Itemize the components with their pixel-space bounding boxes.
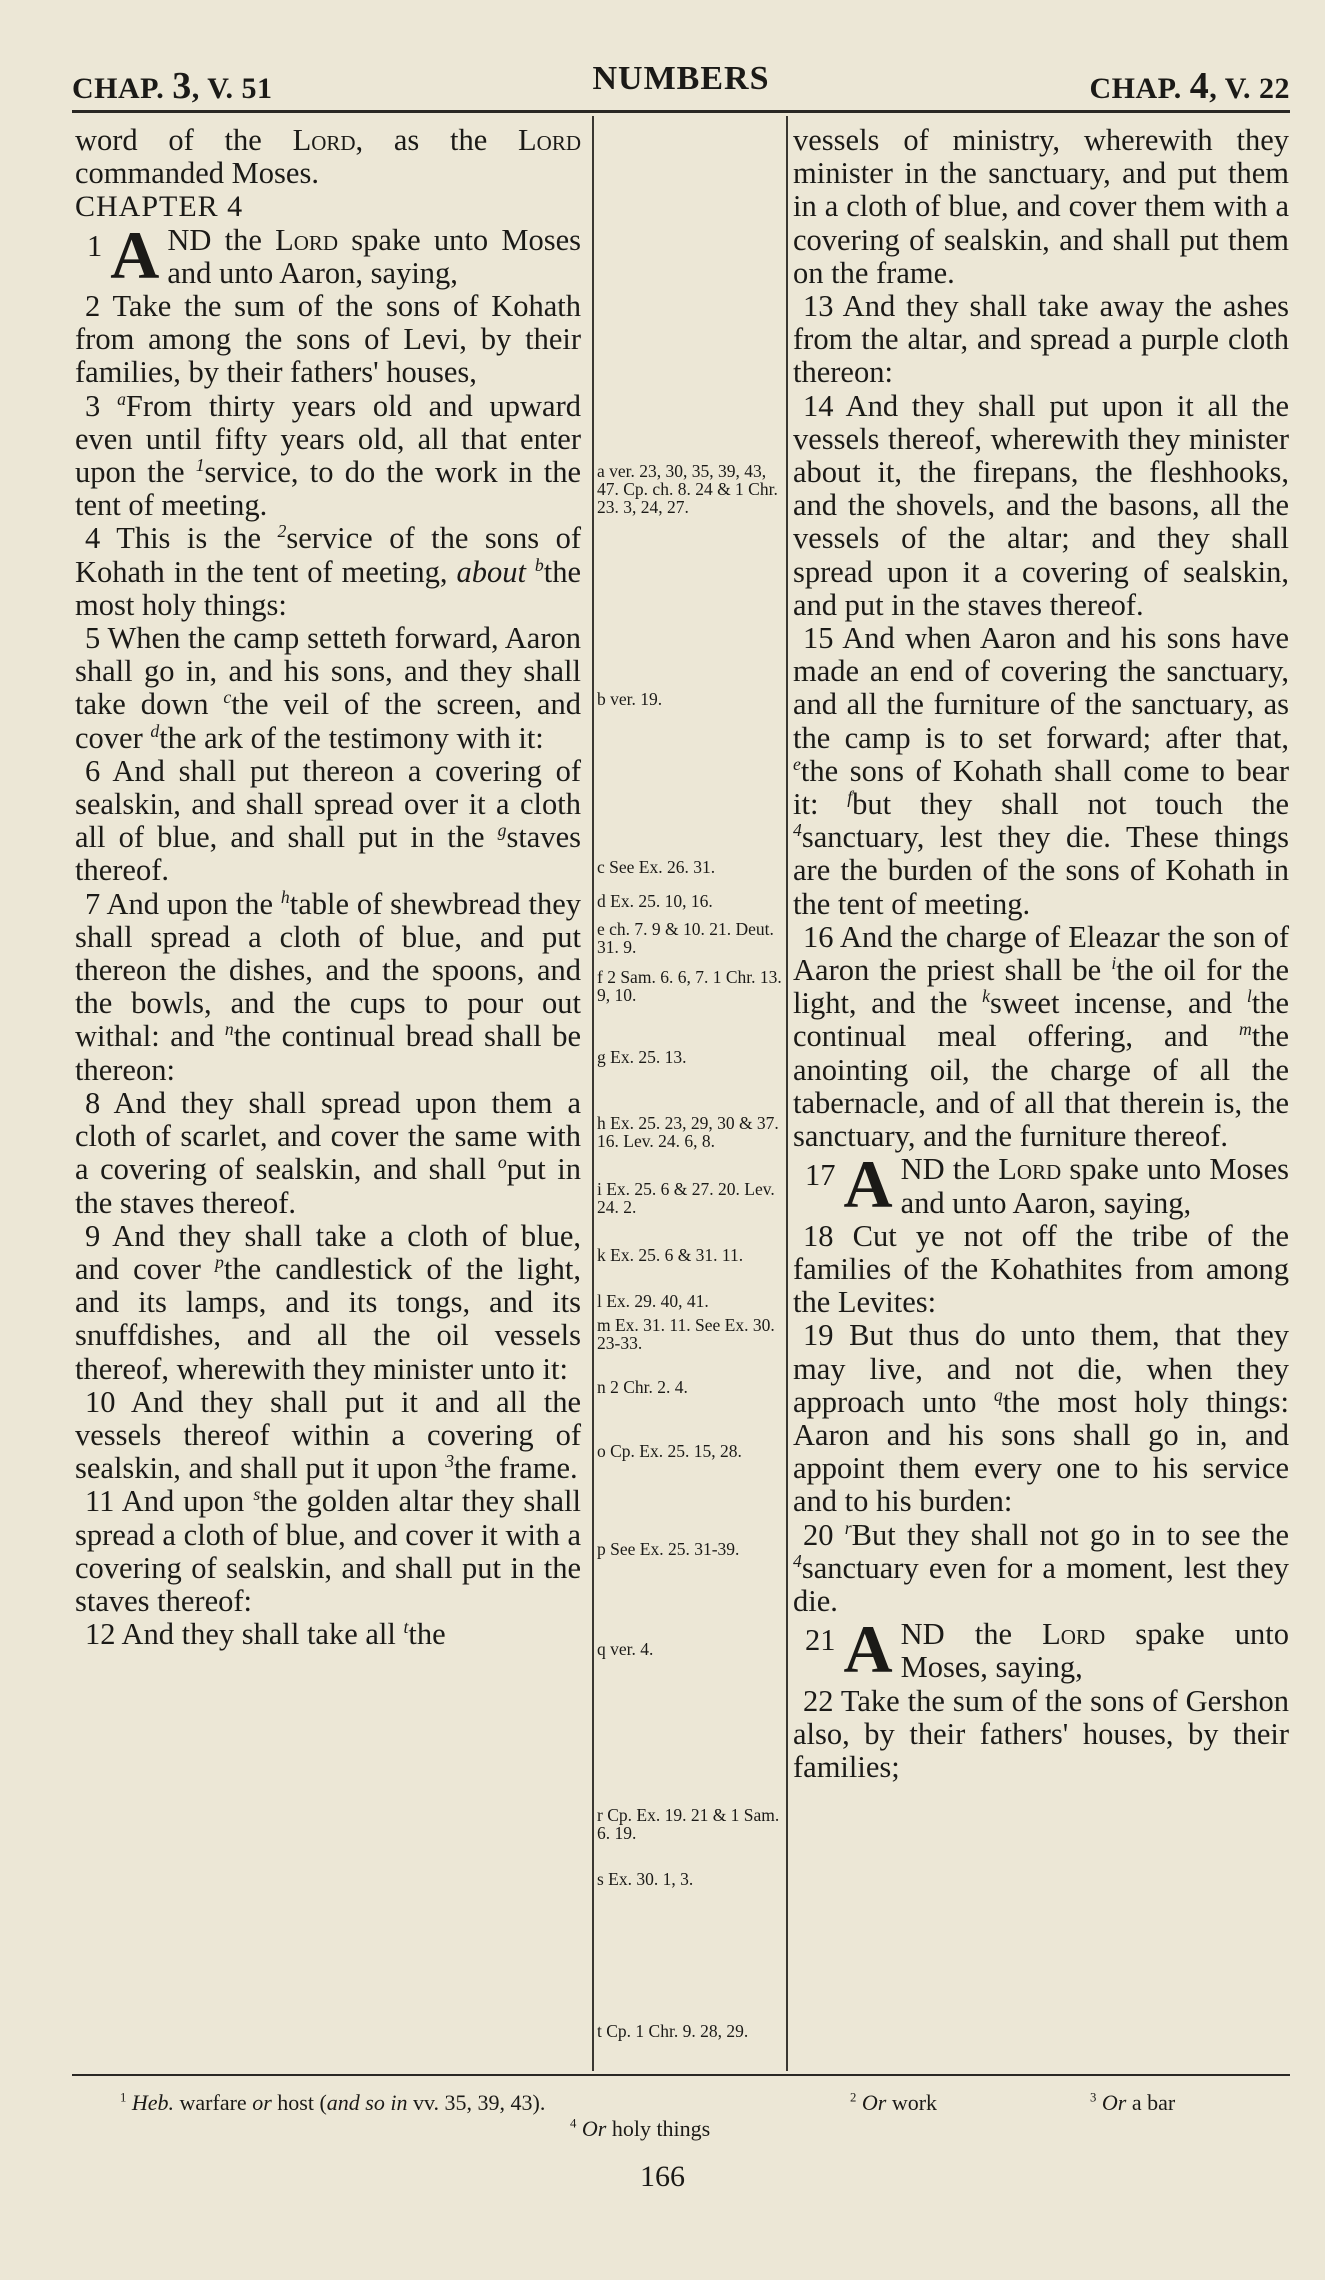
verse-5: 5 When the camp setteth forward, Aaron shall go in, and his sons, and they shall take down $^c$the veil of the screen, and cover $^d$the ark of the testimony with it:: [75, 621, 581, 755]
ref-h: h Ex. 25. 23, 29, 30 & 37. 16. Lev. 24. 6, 8.: [597, 1113, 779, 1151]
verse-19: 19 But thus do unto them, that they may live, and not die, when they approach unto $^q$the most holy things: Aaron and his sons shall go in, and appoint them every one to his service and to his burden:: [793, 1318, 1289, 1519]
verse-17: 17 A ND the Lord spake unto Moses and unto Aaron, saying,: [805, 1146, 1289, 1223]
ref-a: a ver. 23, 30, 35, 39, 43, 47. Cp. ch. 8. 24 & 1 Chr. 23. 3, 24, 27.: [597, 461, 778, 517]
footnote-2: $^2$ Or work: [850, 2090, 938, 2115]
verse-1: 1 A ND the Lord spake unto Moses and unto Aaron, saying,: [87, 216, 581, 293]
verse-11: 11 And upon $^s$the golden altar they shall spread a cloth of blue, and cover it with a covering of sealskin, and shall put in the staves thereof:: [75, 1484, 581, 1618]
verse-2: 2 Take the sum of the sons of Kohath from among the sons of Levi, by their families, by their fathers' houses,: [75, 289, 581, 390]
ref-o: o Cp. Ex. 25. 15, 28.: [597, 1441, 742, 1461]
ref-p: p See Ex. 25. 31-39.: [597, 1539, 740, 1559]
ref-t: t Cp. 1 Chr. 9. 28, 29.: [597, 2021, 749, 2041]
footnote-1: $^1$ Heb. warfare or host (and so in vv. 35, 39, 43).: [120, 2090, 546, 2115]
column-divider-right: [786, 116, 788, 2071]
ref-g: g Ex. 25. 13.: [597, 1047, 687, 1067]
verse-12: 12 And they shall take all $^t$the: [85, 1616, 446, 1652]
page-number: 166: [640, 2160, 685, 2193]
verse-18: 18 Cut ye not off the tribe of the families of the Kohathites from among the Levites:: [793, 1218, 1289, 1320]
verse-16: 16 And the charge of Eleazar the son of Aaron the priest shall be $^i$the oil for the light, and the $^k$sweet incense, and $^l$the continual meal offering, and $^m$the anointing oil, the charge of all the tabernacle, and of all that therein is, the sanctuary, and the furniture thereof.: [793, 919, 1289, 1154]
right-text-column: [793, 124, 1289, 1784]
ref-f: f 2 Sam. 6. 6, 7. 1 Chr. 13. 9, 10.: [597, 967, 782, 1005]
left-text-column: [75, 124, 581, 1651]
verse-15: 15 And when Aaron and his sons have made an end of covering the sanctuary, and all the furniture of the sanctuary, as the camp is to set forward; after that, $^e$the sons of Kohath shall come to bear it: $^f$but they shall not touch the $^4$sanctuary, lest they die. These things are the burden of the sons of Kohath in the tent of meeting.: [793, 621, 1289, 921]
footnote-4: $^4$ Or holy things: [570, 2116, 711, 2141]
ref-d: d Ex. 25. 10, 16.: [597, 891, 713, 911]
ref-b: b ver. 19.: [597, 689, 663, 709]
verse-10: 10 And they shall put it and all the vessels thereof within a covering of sealskin, and shall put it upon $^3$the frame.: [75, 1384, 581, 1486]
ref-l: l Ex. 29. 40, 41.: [597, 1291, 709, 1311]
verse-7: 7 And upon the $^h$table of shewbread they shall spread a cloth of blue, and put thereon the dishes, and the spoons, and the bowls, and the cups to pour out withal: and $^n$the continual bread shall be thereon:: [75, 886, 581, 1087]
column-divider-left: [592, 116, 594, 2071]
header-left-ref: CHAP. 3, V. 51: [72, 65, 273, 107]
verse-8: 8 And they shall spread upon them a cloth of scarlet, and cover the same with a covering of sealskin, and shall $^o$put in the staves thereof.: [75, 1085, 581, 1220]
verse-14: 14 And they shall put upon it all the vessels thereof, wherewith they minister about it, the firepans, the fleshhooks, and the shovels, and the basons, all the vessels of the altar; and they shall spread upon it a covering of sealskin, and put in the staves thereof.: [793, 388, 1289, 622]
carryover-text: word of the Lord, as the Lord commanded Moses.: [75, 123, 581, 191]
verse-9: 9 And they shall take a cloth of blue, and cover $^p$the candlestick of the light, and its lamps, and its tongs, and its snuffdishes, and all the oil vessels thereof, wherewith they minister unto it:: [75, 1218, 581, 1386]
footer-rule: [72, 2074, 1290, 2076]
ref-k: k Ex. 25. 6 & 31. 11.: [597, 1245, 744, 1265]
verse-21: 21 A ND the Lord spake unto Moses, saying,: [805, 1611, 1289, 1688]
verse-20: 20 $^r$But they shall not go in to see the $^4$sanctuary even for a moment, lest they die.: [793, 1517, 1290, 1618]
header-right-ref: CHAP. 4, V. 22: [1089, 65, 1290, 107]
verse-6: 6 And shall put thereon a covering of sealskin, and shall spread over it a cloth all of blue, and shall put in the $^g$staves thereof.: [75, 753, 581, 888]
ref-e: e ch. 7. 9 & 10. 21. Deut. 31. 9.: [597, 919, 774, 957]
book-title: NUMBERS: [592, 60, 770, 97]
cross-reference-column: [597, 124, 782, 2074]
verse-4: 4 This is the $^2$service of the sons of Kohath in the tent of meeting, about $^b$the most holy things:: [75, 521, 581, 622]
verse-22: 22 Take the sum of the sons of Gershon also, by their fathers' houses, by their families;: [793, 1683, 1289, 1784]
verse-13: 13 And they shall take away the ashes from the altar, and spread a purple cloth thereon:: [793, 289, 1289, 390]
carryover-text-right: vessels of ministry, wherewith they minister in the sanctuary, and put them in a cloth of blue, and cover them with a covering of sealskin, and shall put them on the frame.: [793, 123, 1289, 290]
ref-n: n 2 Chr. 2. 4.: [597, 1377, 688, 1397]
header-rule: [72, 110, 1290, 113]
ref-q: q ver. 4.: [597, 1639, 654, 1659]
ref-c: c See Ex. 26. 31.: [597, 857, 716, 877]
ref-s: s Ex. 30. 1, 3.: [597, 1869, 694, 1889]
verse-3: 3 $^a$From thirty years old and upward even until fifty years old, all that enter upon the $^1$service, to do the work in the tent of meeting.: [75, 388, 582, 523]
running-header: [72, 58, 1290, 108]
footnote-3: $^3$ Or a bar: [1090, 2090, 1176, 2115]
ref-r: r Cp. Ex. 19. 21 & 1 Sam. 6. 19.: [597, 1805, 780, 1843]
chapter-heading: CHAPTER 4: [75, 190, 244, 224]
ref-m: m Ex. 31. 11. See Ex. 30. 23-33.: [597, 1315, 775, 1353]
ref-i: i Ex. 25. 6 & 27. 20. Lev. 24. 2.: [597, 1179, 775, 1217]
